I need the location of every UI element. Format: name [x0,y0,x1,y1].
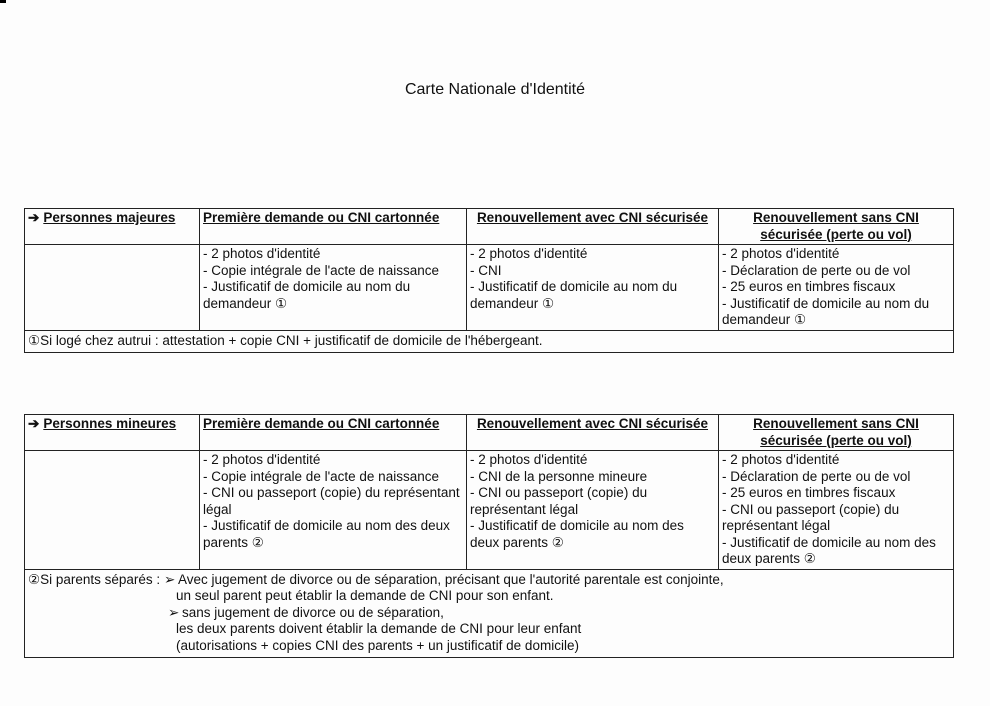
note-case2-line3: (autorisations + copies CNI des parents + un justificatif de domicile) [176,637,579,653]
list-item: - Justificatif de domicile au nom des deux parents ② [722,534,936,566]
header-first-request: Première demande ou CNI cartonnée [200,209,467,245]
list-item: - CNI [470,262,502,278]
note-case2-line2: les deux parents doivent établir la demande de CNI pour leur enfant [176,621,582,636]
majeurs-renew-secure-cell [467,245,719,331]
list-item: - CNI ou passeport (copie) du représentant légal [470,485,648,517]
header-personnes-mineures: ➔ Personnes mineures [25,415,200,451]
header-personnes-majeures: ➔ Personnes majeures [25,209,200,245]
list-item: - Déclaration de perte ou de vol [722,468,911,484]
list-item: - CNI de la personne mineure [470,468,648,484]
list-item: - 2 photos d'identité [203,246,321,261]
list-item: - CNI ou passeport (copie) du représentant légal [722,501,900,533]
mineurs-first-cell [200,451,467,570]
triangle-bullet-icon: ➢ [168,604,180,620]
list-item: - Justificatif de domicile au nom du demandeur ① [722,295,930,327]
note-case1-line1: ②Si parents séparés : ➢ Avec jugement de divorce ou de séparation, précisant que l'autorité parentale est conjointe, [28,571,724,587]
list-item: - Justificatif de domicile au nom des deux parents ② [470,518,684,550]
header-renew-secure: Renouvellement avec CNI sécurisée [467,209,719,245]
list-item: - Déclaration de perte ou de vol [722,262,911,278]
table-majeurs-header [25,209,954,245]
note-case1-line2: un seul parent peut établir la demande de CNI pour son enfant. [176,588,554,603]
list-item: - 2 photos d'identité [722,452,840,467]
triangle-bullet-icon: ➢ [163,571,176,587]
list-item: - 2 photos d'identité [203,452,321,467]
list-item: - 2 photos d'identité [470,246,588,261]
arrow-icon: ➔ [28,416,40,431]
page-title: Carte Nationale d'Identité [404,81,586,98]
table-majeurs [24,208,954,353]
mineurs-renew-nonsecure-cell [719,451,954,570]
majeurs-renew-nonsecure-cell [719,245,954,331]
note-case2-line1: ➢ sans jugement de divorce ou de séparation, [168,604,444,620]
list-item: - CNI ou passeport (copie) du représentant légal [203,485,460,517]
list-item: - Justificatif de domicile au nom des deux parents ② [203,518,450,550]
list-item: - Copie intégrale de l'acte de naissance [203,468,439,484]
scan-edge-mark [0,0,6,3]
majeurs-first-cell [200,245,467,331]
list-item: - 2 photos d'identité [722,246,840,261]
mineurs-renew-secure-cell [467,451,719,570]
mineurs-note-row [25,569,954,658]
header-renew-nonsecure: Renouvellement sans CNI sécurisée (perte ou vol) [719,209,954,245]
list-item: - 25 euros en timbres fiscaux [722,485,896,500]
list-item: - 2 photos d'identité [470,452,588,467]
table-mineurs [24,414,954,658]
list-item: - Justificatif de domicile au nom du demandeur ① [470,279,678,311]
list-item: - Justificatif de domicile au nom du demandeur ① [203,279,411,311]
table-majeurs-body [25,245,954,331]
header-first-request: Première demande ou CNI cartonnée [200,415,467,451]
list-item: - 25 euros en timbres fiscaux [722,279,896,294]
empty-cell [25,451,200,570]
arrow-icon: ➔ [28,210,40,225]
mineurs-note [25,569,954,658]
header-renew-nonsecure: Renouvellement sans CNI sécurisée (perte ou vol) [719,415,954,451]
header-renew-secure: Renouvellement avec CNI sécurisée [467,415,719,451]
table-mineurs-body [25,451,954,570]
list-item: - Copie intégrale de l'acte de naissance [203,262,439,278]
majeurs-note: ①Si logé chez autrui : attestation + copie CNI + justificatif de domicile de l'hébergeant. [25,330,954,353]
table-mineurs-header [25,415,954,451]
majeurs-note-row [25,330,954,353]
empty-cell [25,245,200,331]
